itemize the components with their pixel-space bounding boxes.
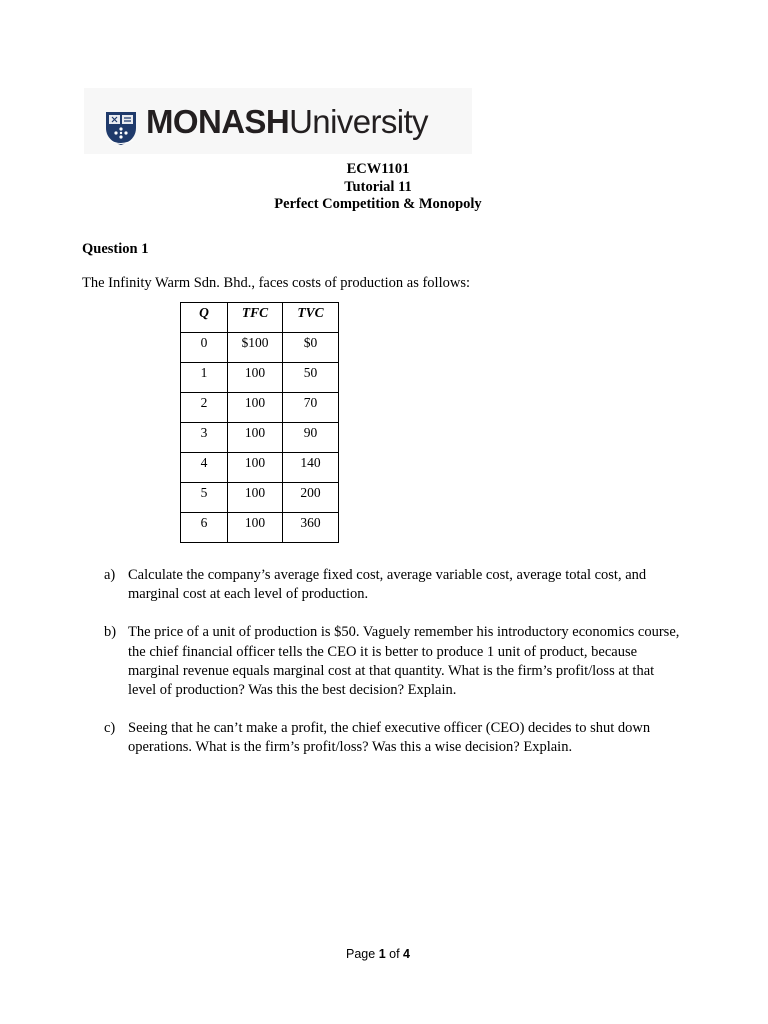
cell-tvc: 360 xyxy=(283,513,339,543)
cost-table xyxy=(180,302,339,543)
document-header xyxy=(0,161,756,214)
monash-logo xyxy=(84,88,472,154)
question-title: Question 1 xyxy=(82,241,149,257)
cell-tfc: 100 xyxy=(228,453,283,483)
tutorial-number: Tutorial 11 xyxy=(344,178,412,195)
cell-q: 3 xyxy=(181,423,228,453)
cell-tvc: $0 xyxy=(283,333,339,363)
table-header-row xyxy=(181,303,339,333)
cell-tfc: 100 xyxy=(228,423,283,453)
page-footer xyxy=(0,947,756,961)
cell-tfc: 100 xyxy=(228,483,283,513)
page-word: Page xyxy=(346,947,376,961)
header-tfc: TFC xyxy=(228,303,283,333)
cell-tvc: 140 xyxy=(283,453,339,483)
page-number: 1 xyxy=(378,947,386,961)
course-code: ECW1101 xyxy=(346,161,410,177)
cell-tfc: $100 xyxy=(228,333,283,363)
cell-tvc: 90 xyxy=(283,423,339,453)
question-part-a xyxy=(104,566,684,604)
header-tvc: TVC xyxy=(283,303,339,333)
part-label: a) xyxy=(104,567,116,583)
total-pages: 4 xyxy=(403,947,410,961)
table-row xyxy=(181,453,339,483)
cell-q: 2 xyxy=(181,393,228,423)
cell-tvc: 50 xyxy=(283,363,339,393)
part-text: Calculate the company’s average fixed cost, average variable cost, average total cost, and marginal cost at each level of production. xyxy=(128,567,647,603)
logo-name-bold: MONASH xyxy=(146,103,290,140)
cell-tvc: 200 xyxy=(283,483,339,513)
table-row xyxy=(181,513,339,543)
cell-q: 1 xyxy=(181,363,228,393)
logo-wordmark xyxy=(146,105,428,138)
table-row xyxy=(181,363,339,393)
table-row xyxy=(181,333,339,363)
monash-crest-icon xyxy=(104,110,138,146)
part-label: b) xyxy=(104,624,117,641)
cell-tfc: 100 xyxy=(228,363,283,393)
table-row xyxy=(181,423,339,453)
cell-tvc: 70 xyxy=(283,393,339,423)
cell-q: 4 xyxy=(181,453,228,483)
tutorial-topic: Perfect Competition & Monopoly xyxy=(274,196,482,212)
logo-name-light: University xyxy=(289,103,428,140)
cell-tfc: 100 xyxy=(228,393,283,423)
question-part-c xyxy=(104,719,684,757)
cell-q: 0 xyxy=(181,333,228,363)
cell-tfc: 100 xyxy=(228,513,283,543)
question-part-b xyxy=(104,623,684,700)
question-parts xyxy=(104,566,684,777)
question-intro: The Infinity Warm Sdn. Bhd., faces costs of production as follows: xyxy=(82,275,470,291)
cell-q: 6 xyxy=(181,513,228,543)
part-text: Seeing that he can’t make a profit, the chief executive officer (CEO) decides to shut down operations. What is the firm’s profit/loss? Was this a wise decision? Explain. xyxy=(128,720,651,756)
part-label: c) xyxy=(104,720,116,737)
of-word: of xyxy=(389,947,400,961)
part-text: The price of a unit of production is $50. Vaguely remember his introductory economics course, the chief financial officer tells the CEO it is better to produce 1 unit of product, because marginal revenue equals marginal cost at that quantity. What is the firm’s profit/loss at that level of production? Was this the best decision? Explain. xyxy=(128,624,680,699)
table-row xyxy=(181,483,339,513)
header-q: Q xyxy=(181,303,228,333)
cell-q: 5 xyxy=(181,483,228,513)
table-row xyxy=(181,393,339,423)
